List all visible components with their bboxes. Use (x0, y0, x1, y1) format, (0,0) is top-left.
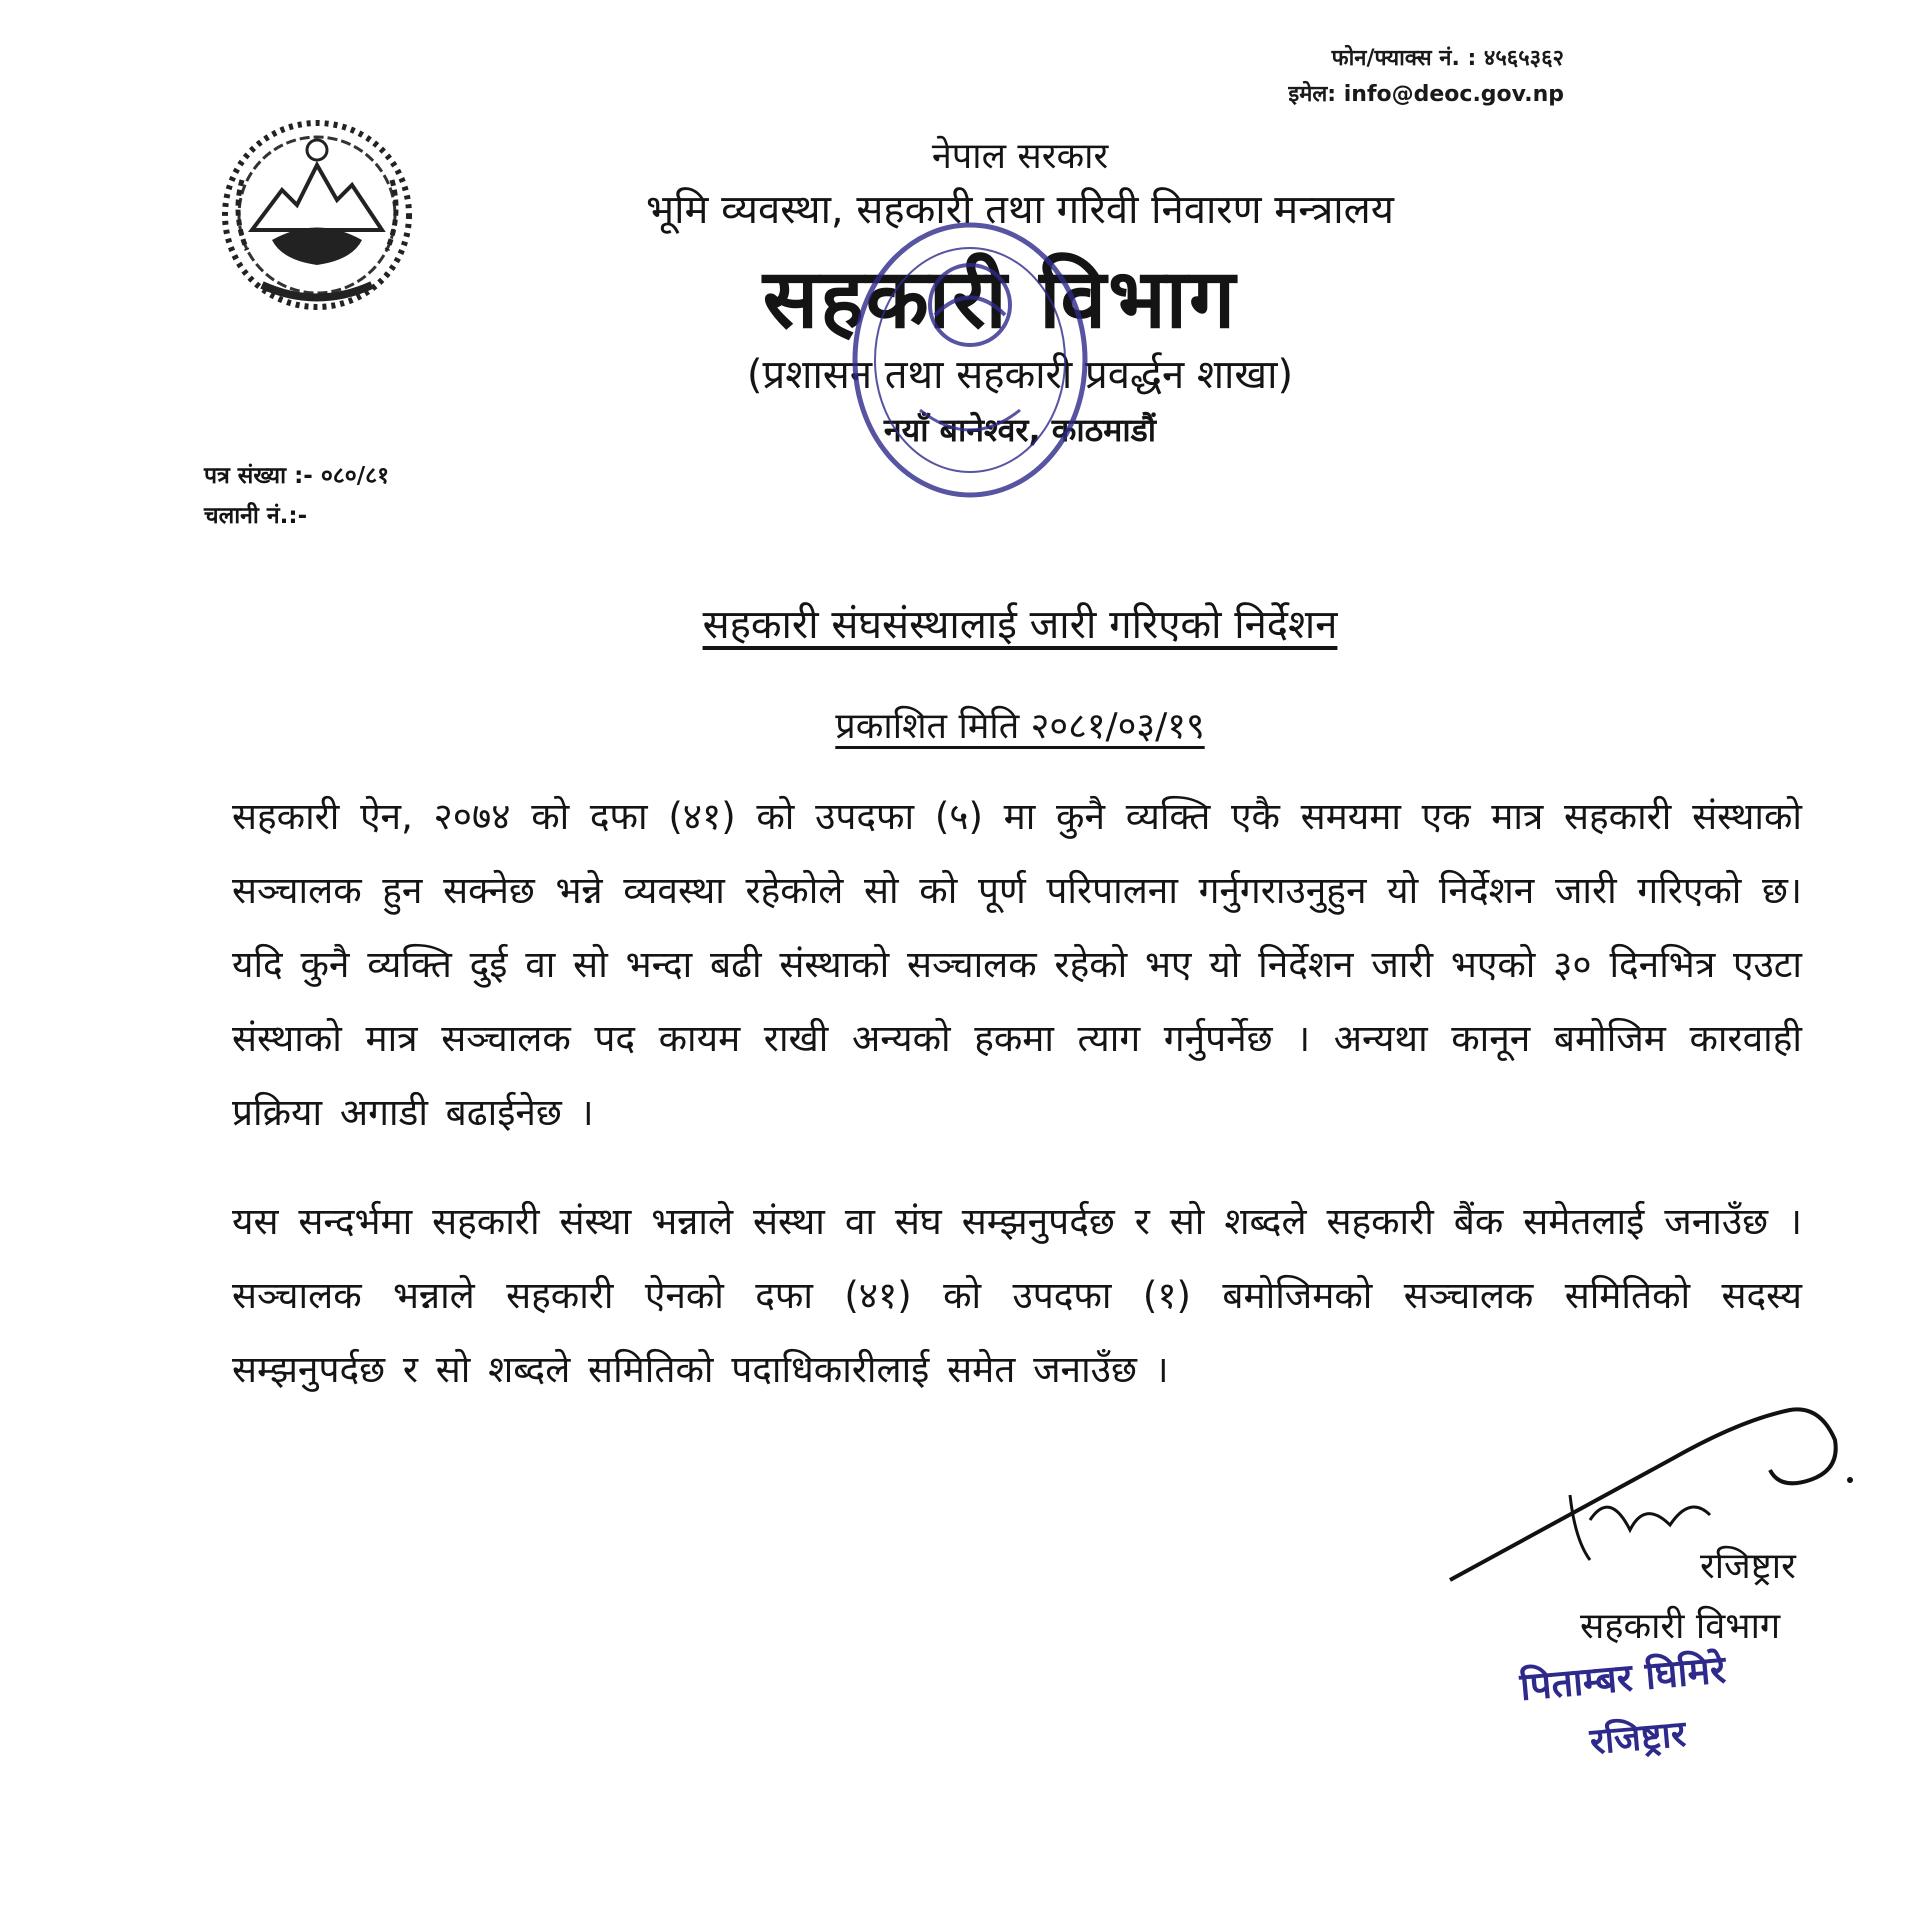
email-address: इमेल: info@deoc.gov.np (1288, 82, 1564, 107)
branch-name: (प्रशासन तथा सहकारी प्रवर्द्धन शाखा) (746, 352, 1294, 398)
signatory-title: रजिष्ट्रार (1700, 1546, 1796, 1587)
dispatch-number: चलानी नं.:- (204, 503, 308, 529)
signature-icon (1440, 1400, 1860, 1590)
notice-paragraph-1: सहकारी ऐन, २०७४ को दफा (४१) को उपदफा (५) मा कुनै व्यक्ति एकै समयमा एक मात्र सहकारी संस्थाको सञ्चालक हुन सक्नेछ भन्ने व्यवस्था रहेकोले सो को पूर्ण परिपालना गर्नुगराउनुहुन यो निर्देशन जारी गरिएको छ। यदि कुनै व्यक्ति दुई वा सो भन्दा बढी संस्थाको सञ्चालक रहेको भए यो निर्देशन जारी भएको ३० दिनभित्र एउटा संस्थाको मात्र सञ्चालक पद कायम राखी अन्यको हकमा त्याग गर्नुपर्नेछ । अन्यथा कानून बमोजिम कारवाही प्रक्रिया अगाडी बढाईनेछ । (232, 795, 1802, 1134)
government-name: नेपाल सरकार (931, 136, 1109, 177)
ministry-name: भूमि व्यवस्था, सहकारी तथा गरिवी निवारण मन्त्रालय (646, 187, 1394, 233)
published-date: प्रकाशित मिति २०८१/०३/१९ (835, 706, 1205, 747)
phone-fax-number: फोन/फ्याक्स नं. : ४५६५३६२ (1331, 46, 1564, 71)
signatory-role: रजिष्ट्रार (1588, 1713, 1688, 1763)
notice-title: सहकारी संघसंस्थालाई जारी गरिएको निर्देशन (702, 602, 1338, 648)
letter-number: पत्र संख्या :- ०८०/८१ (204, 463, 390, 489)
signatory-name: पिताम्बर घिमिरे (1518, 1647, 1728, 1709)
department-name: सहकारी विभाग (762, 252, 1238, 347)
signatory-department: सहकारी विभाग (1580, 1606, 1781, 1647)
notice-paragraph-2: यस सन्दर्भमा सहकारी संस्था भन्नाले संस्था वा संघ सम्झनुपर्दछ र सो शब्दले सहकारी बैंक समेतलाई जनाउँछ । सञ्चालक भन्नाले सहकारी ऐनको दफा (४१) को उपदफा (१) बमोजिमको सञ्चालक समितिको सदस्य सम्झनुपर्दछ र सो शब्दले समितिको पदाधिकारीलाई समेत जनाउँछ । (232, 1200, 1802, 1391)
office-address: नयाँ बानेश्वर, काठमाडौं (883, 411, 1157, 449)
department-stamp-icon (840, 210, 1100, 510)
